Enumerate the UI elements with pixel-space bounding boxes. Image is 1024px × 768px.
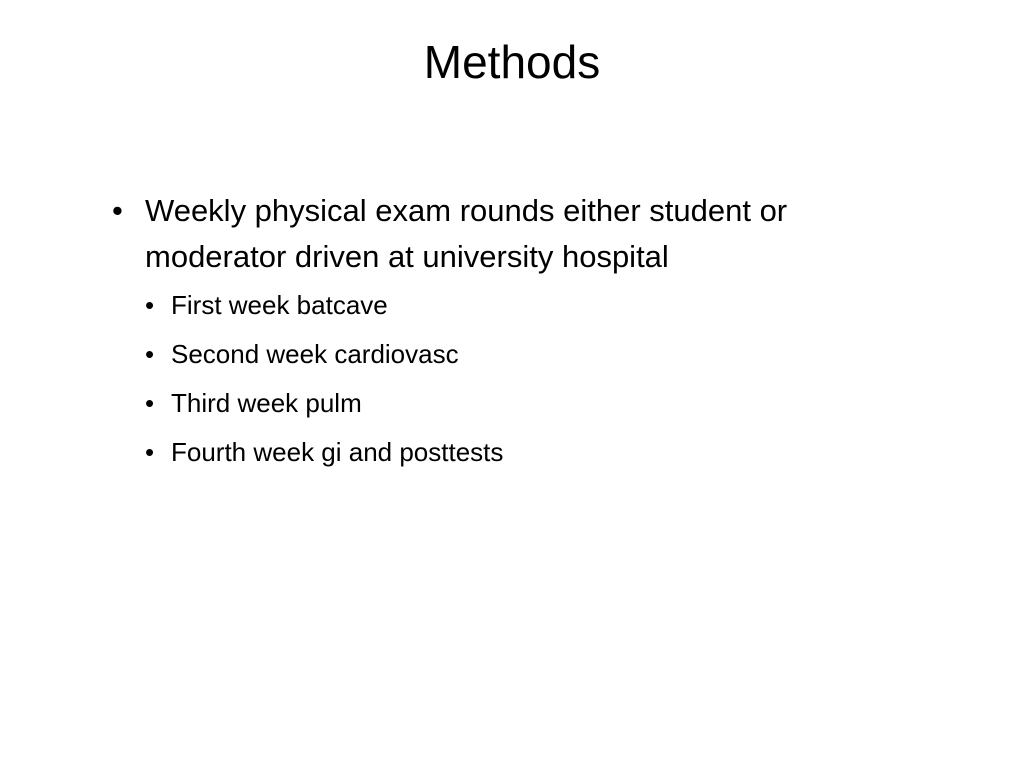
bullet-item [110,188,930,471]
bullet-dot-icon: • [112,193,123,228]
sub-bullet-list [145,286,930,471]
bullet-dot-icon: • [145,290,155,320]
sub-bullet-text: First week batcave [171,290,388,320]
sub-bullet-item [145,433,930,471]
sub-bullet-text: Second week cardiovasc [171,339,459,369]
bullet-dot-icon: • [145,388,155,418]
sub-bullet-item [145,335,930,373]
sub-bullet-text: Third week pulm [171,388,362,418]
sub-bullet-item [145,286,930,324]
bullet-list [110,188,930,471]
bullet-text: Weekly physical exam rounds either student or moderator driven at university hospital [145,193,788,274]
sub-bullet-item [145,384,930,422]
sub-bullet-text: Fourth week gi and posttests [171,437,504,467]
bullet-dot-icon: • [145,339,155,369]
slide-title: Methods [423,36,601,88]
slide-content [110,188,930,482]
bullet-dot-icon: • [145,437,155,467]
